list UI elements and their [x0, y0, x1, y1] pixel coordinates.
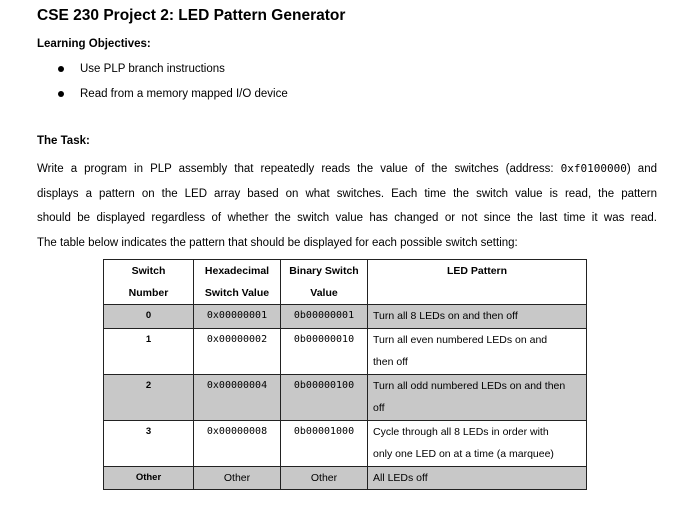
- header-binary-value: Binary Switch Value: [281, 260, 368, 305]
- cell-pattern: Cycle through all 8 LEDs in order with only one LED on at a time (a marquee): [368, 420, 587, 466]
- cell-hex: 0x00000004: [194, 374, 281, 420]
- cell-hex: 0x00000001: [194, 305, 281, 329]
- cell-hex: 0x00000008: [194, 420, 281, 466]
- cell-pattern: All LEDs off: [368, 466, 587, 490]
- task-heading: The Task:: [37, 135, 90, 147]
- table-row: [104, 466, 587, 490]
- header-led-pattern: LED Pattern: [368, 260, 587, 305]
- cell-hex: Other: [194, 466, 281, 490]
- switch-address: 0xf0100000: [560, 162, 627, 175]
- table-row: [104, 305, 587, 329]
- cell-number: Other: [104, 466, 194, 490]
- table-row: [104, 420, 587, 466]
- table-row: [104, 374, 587, 420]
- cell-binary: Other: [281, 466, 368, 490]
- cell-binary: 0b00000010: [281, 328, 368, 374]
- table-header-row: [104, 260, 587, 305]
- task-line-3: should be displayed regardless of whether the switch value has changed or not since the last time it was read.: [37, 212, 657, 224]
- cell-pattern: Turn all odd numbered LEDs on and then off: [368, 374, 587, 420]
- cell-hex: 0x00000002: [194, 328, 281, 374]
- cell-binary: 0b00000100: [281, 374, 368, 420]
- led-pattern-table: [103, 259, 587, 490]
- cell-number: 3: [104, 420, 194, 466]
- cell-number: 2: [104, 374, 194, 420]
- bullet-icon: [58, 91, 64, 97]
- objective-item: [58, 63, 225, 75]
- task-line-1: Write a program in PLP assembly that repeatedly reads the value of the switches (address: 0xf0100000) and: [37, 162, 657, 175]
- header-switch-number: Switch Number: [104, 260, 194, 305]
- objectives-heading: Learning Objectives:: [37, 38, 151, 50]
- cell-number: 1: [104, 328, 194, 374]
- header-hex-value: Hexadecimal Switch Value: [194, 260, 281, 305]
- objective-text: Use PLP branch instructions: [80, 63, 225, 75]
- cell-pattern: Turn all even numbered LEDs on and then off: [368, 328, 587, 374]
- task-line-2: displays a pattern on the LED array based on what switches. Each time the switch value is read, the pattern: [37, 187, 657, 200]
- table-row: [104, 328, 587, 374]
- objective-text: Read from a memory mapped I/O device: [80, 88, 288, 100]
- page-title: CSE 230 Project 2: LED Pattern Generator: [37, 7, 346, 24]
- cell-number: 0: [104, 305, 194, 329]
- bullet-icon: [58, 66, 64, 72]
- cell-pattern: Turn all 8 LEDs on and then off: [368, 305, 587, 329]
- task-line-4: The table below indicates the pattern that should be displayed for each possible switch setting:: [37, 236, 518, 249]
- task-paragraph: [37, 157, 657, 255]
- cell-binary: 0b00000001: [281, 305, 368, 329]
- cell-binary: 0b00001000: [281, 420, 368, 466]
- objective-item: [58, 88, 288, 100]
